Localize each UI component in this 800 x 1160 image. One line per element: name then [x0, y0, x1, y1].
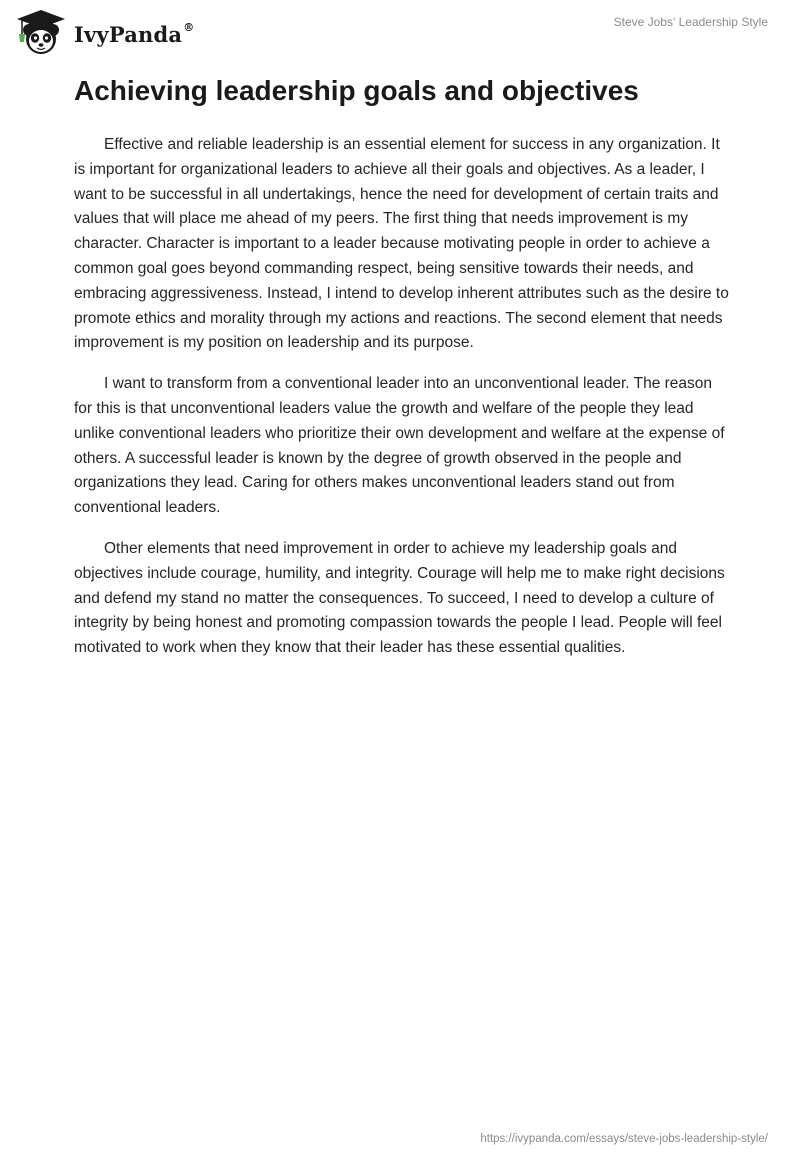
section-heading: Achieving leadership goals and objectives	[74, 75, 639, 106]
page-header	[0, 0, 800, 60]
article-body	[74, 133, 734, 677]
paragraph: Other elements that need improvement in order to achieve my leadership goals and objectives include courage, humility, and integrity. Courage will help me to make right decisions and defend my stand no matter the consequences. To succeed, I need to develop a culture of integrity by being honest and promoting compassion towards the people I lead. People will feel motivated to work when they know that their leader has these essential qualities.	[74, 539, 725, 657]
panda-graduation-cap-icon	[14, 8, 68, 56]
brand-name: IvyPanda®	[74, 20, 195, 47]
source-url-link[interactable]: https://ivypanda.com/essays/steve-jobs-leadership-style/	[480, 1133, 768, 1145]
registered-mark: ®	[183, 20, 195, 34]
document-title: Steve Jobs' Leadership Style	[613, 15, 768, 29]
paragraph: Effective and reliable leadership is an essential element for success in any organization. It is important for organizational leaders to achieve all their goals and objectives. As a leader, I want to be successful in all undertakings, hence the need for development of certain traits and values that will place me ahead of my peers. The first thing that needs improvement is my character. Character is important to a leader because motivating people in order to achieve a common goal goes beyond commanding respect, being sensitive towards their needs, and embracing aggressiveness. Instead, I intend to develop inherent attributes such as the desire to promote ethics and morality through my actions and reactions. The second element that needs improvement is my position on leadership and its purpose.	[74, 136, 729, 352]
ivypanda-logo[interactable]	[14, 8, 194, 56]
paragraph: I want to transform from a conventional leader into an unconventional leader. The reason for this is that unconventional leaders value the growth and welfare of the people they lead unlike conventional leaders who prioritize their own development and welfare at the expense of others. A successful leader is known by the degree of growth observed in the people and organizations they lead. Caring for others makes unconventional leaders stand out from conventional leaders.	[74, 375, 725, 517]
